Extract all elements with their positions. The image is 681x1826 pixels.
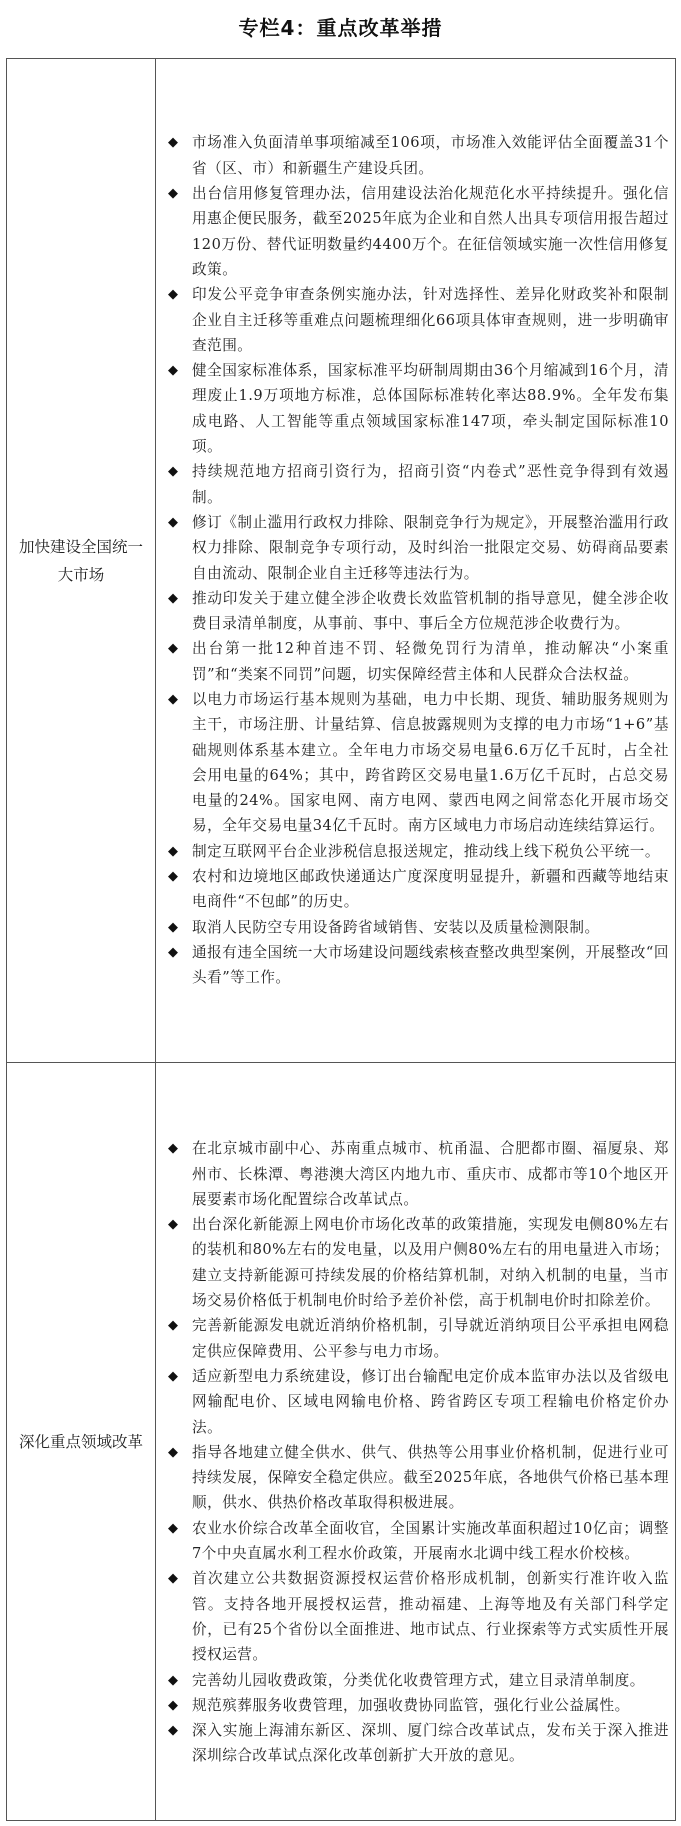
diamond-bullet-icon: ◆ bbox=[168, 1697, 179, 1713]
list-item-text: 出台深化新能源上网电价市场化改革的政策措施，实现发电侧80%左右的装机和80%左右的发电量，以及用户侧80%左右的用电量进入市场；建立支持新能源可持续发展的价格结算机制，对纳入机制的电量，当市场交易价格低于机制电价时给予差价补偿，高于机制电价时扣除差价。 bbox=[192, 1216, 669, 1310]
list-item bbox=[162, 459, 669, 510]
list-item bbox=[162, 1364, 669, 1440]
diamond-bullet-icon: ◆ bbox=[168, 1217, 179, 1233]
list-item bbox=[162, 1718, 669, 1769]
list-item bbox=[162, 636, 669, 687]
list-item bbox=[162, 940, 669, 991]
diamond-bullet-icon: ◆ bbox=[168, 363, 179, 379]
list-item bbox=[162, 130, 669, 181]
section-items-cell bbox=[156, 59, 676, 1063]
list-item bbox=[162, 586, 669, 637]
list-item bbox=[162, 1313, 669, 1364]
list-item-text: 印发公平竞争审查条例实施办法，针对选择性、差异化财政奖补和限制企业自主迁移等重难点问题梳理细化66项具体审查规则，进一步明确审查范围。 bbox=[192, 286, 669, 354]
list-item-text: 推动印发关于建立健全涉企收费长效监管机制的指导意见，健全涉企收费目录清单制度，从事前、事中、事后全方位规范涉企收费行为。 bbox=[192, 589, 669, 633]
list-item-text: 指导各地建立健全供水、供气、供热等公用事业价格机制，促进行业可持续发展，保障安全稳定供应。截至2025年底，各地供气价格已基本理顺，供水、供热价格改革取得积极进展。 bbox=[192, 1443, 669, 1512]
section-heading-unified-market: 加快建设全国统一大市场 bbox=[7, 59, 156, 1063]
list-item bbox=[162, 1668, 669, 1693]
diamond-bullet-icon: ◆ bbox=[168, 1141, 179, 1157]
table-row-key-areas bbox=[7, 1063, 676, 1821]
list-item-text: 持续规范地方招商引资行为，招商引资“内卷式”恶性竞争得到有效遏制。 bbox=[192, 463, 669, 506]
list-item-text: 完善新能源发电就近消纳价格机制，引导就近消纳项目公平承担电网稳定供应保障费用、公平参与电力市场。 bbox=[192, 1317, 669, 1360]
diamond-bullet-icon: ◆ bbox=[168, 590, 179, 606]
measure-list-unified-market bbox=[162, 130, 669, 990]
diamond-bullet-icon: ◆ bbox=[168, 1318, 179, 1334]
diamond-bullet-icon: ◆ bbox=[168, 514, 179, 530]
list-item bbox=[162, 1136, 669, 1212]
diamond-bullet-icon: ◆ bbox=[168, 1571, 179, 1587]
section-heading-key-areas: 深化重点领域改革 bbox=[7, 1063, 156, 1821]
measure-list-key-areas bbox=[162, 1136, 669, 1768]
list-item bbox=[162, 864, 669, 915]
diamond-bullet-icon: ◆ bbox=[168, 135, 179, 151]
diamond-bullet-icon: ◆ bbox=[168, 1672, 179, 1688]
diamond-bullet-icon: ◆ bbox=[168, 287, 179, 303]
diamond-bullet-icon: ◆ bbox=[168, 691, 179, 707]
list-item-text: 健全国家标准体系，国家标准平均研制周期由36个月缩减到16个月，清理废止1.9万项地方标准，总体国际标准转化率达88.9%。全年发布集成电路、人工智能等重点领域国家标准147项，牵头制定国际标准10项。 bbox=[192, 362, 669, 456]
table-row-unified-market bbox=[7, 59, 676, 1063]
diamond-bullet-icon: ◆ bbox=[168, 641, 179, 657]
list-item-text: 出台第一批12种首违不罚、轻微免罚行为清单，推动解决“小案重罚”和“类案不同罚”问题，切实保障经营主体和人民群众合法权益。 bbox=[192, 640, 669, 683]
diamond-bullet-icon: ◆ bbox=[168, 186, 179, 202]
list-item bbox=[162, 1693, 669, 1718]
diamond-bullet-icon: ◆ bbox=[168, 1723, 179, 1739]
list-item bbox=[162, 1516, 669, 1567]
list-item-text: 修订《制止滥用行政权力排除、限制竞争行为规定》，开展整治滥用行政权力排除、限制竞争专项行动，及时纠治一批限定交易、妨碍商品要素自由流动、限制企业自主迁移等违法行为。 bbox=[192, 513, 669, 582]
diamond-bullet-icon: ◆ bbox=[168, 869, 179, 885]
list-item bbox=[162, 1212, 669, 1313]
list-item-text: 在北京城市副中心、苏南重点城市、杭甬温、合肥都市圈、福厦泉、郑州市、长株潭、粤港澳大湾区内地九市、重庆市、成都市等10个地区开展要素市场化配置综合改革试点。 bbox=[192, 1140, 669, 1208]
list-item bbox=[162, 839, 669, 864]
list-item-text: 适应新型电力系统建设，修订出台输配电定价成本监审办法以及省级电网输配电价、区域电网输电价格、跨省跨区专项工程输电价格定价办法。 bbox=[192, 1367, 669, 1436]
list-item-text: 规范殡葬服务收费管理，加强收费协同监管，强化行业公益属性。 bbox=[192, 1696, 630, 1714]
diamond-bullet-icon: ◆ bbox=[168, 843, 179, 859]
diamond-bullet-icon: ◆ bbox=[168, 1368, 179, 1384]
diamond-bullet-icon: ◆ bbox=[168, 1444, 179, 1460]
list-item bbox=[162, 181, 669, 282]
diamond-bullet-icon: ◆ bbox=[168, 919, 179, 935]
list-item-text: 农业水价综合改革全面收官，全国累计实施改革面积超过10亿亩；调整7个中央直属水利工程水价政策，开展南水北调中线工程水价校核。 bbox=[192, 1519, 669, 1563]
diamond-bullet-icon: ◆ bbox=[168, 1520, 179, 1536]
list-item-text: 取消人民防空专用设备跨省域销售、安装以及质量检测限制。 bbox=[192, 918, 600, 936]
column-title: 专栏4：重点改革举措 bbox=[238, 16, 443, 40]
list-item bbox=[162, 1440, 669, 1516]
reform-table bbox=[6, 58, 676, 1821]
list-item-text: 出台信用修复管理办法，信用建设法治化规范化水平持续提升。强化信用惠企便民服务，截至2025年底为企业和自然人出具专项信用报告超过120万份、替代证明数量约4400万个。在征信领域实施一次性信用修复政策。 bbox=[192, 185, 669, 278]
list-item bbox=[162, 915, 669, 940]
list-item-text: 首次建立公共数据资源授权运营价格形成机制，创新实行准许收入监管。支持各地开展授权运营，推动福建、上海等地及有关部门科学定价，已有25个省份以全面推进、地市试点、行业探索等方式实质性开展授权运营。 bbox=[192, 1570, 669, 1664]
list-item-text: 通报有违全国统一大市场建设问题线索核查整改典型案例，开展整改“回头看”等工作。 bbox=[192, 943, 669, 987]
list-item bbox=[162, 358, 669, 459]
list-item bbox=[162, 282, 669, 358]
diamond-bullet-icon: ◆ bbox=[168, 944, 179, 960]
list-item-text: 制定互联网平台企业涉税信息报送规定，推动线上线下税负公平统一。 bbox=[192, 842, 660, 860]
list-item bbox=[162, 687, 669, 839]
list-item bbox=[162, 1566, 669, 1667]
list-item-text: 完善幼儿园收费政策，分类优化收费管理方式，建立目录清单制度。 bbox=[192, 1671, 645, 1689]
list-item bbox=[162, 510, 669, 586]
list-item-text: 市场准入负面清单事项缩减至106项，市场准入效能评估全面覆盖31个省（区、市）和新疆生产建设兵团。 bbox=[192, 134, 669, 177]
list-item-text: 以电力市场运行基本规则为基础，电力中长期、现货、辅助服务规则为主干，市场注册、计量结算、信息披露规则为支撑的电力市场“1+6”基础规则体系基本建立。全年电力市场交易电量6.6万亿千瓦时，占全社会用电量的64%；其中，跨省跨区交易电量1.6万亿千瓦时，占总交易电量的24%。国家电网、南方电网、蒙西电网之间常态化开展市场交易，全年交易电量34亿千瓦时。南方区域电力市场启动连续结算运行。 bbox=[192, 690, 669, 835]
list-item-text: 深入实施上海浦东新区、深圳、厦门综合改革试点，发布关于深入推进深圳综合改革试点深化改革创新扩大开放的意见。 bbox=[192, 1722, 669, 1765]
section-items-cell bbox=[156, 1063, 676, 1821]
diamond-bullet-icon: ◆ bbox=[168, 464, 179, 480]
list-item-text: 农村和边境地区邮政快递通达广度深度明显提升，新疆和西藏等地结束电商件“不包邮”的历史。 bbox=[192, 868, 669, 911]
